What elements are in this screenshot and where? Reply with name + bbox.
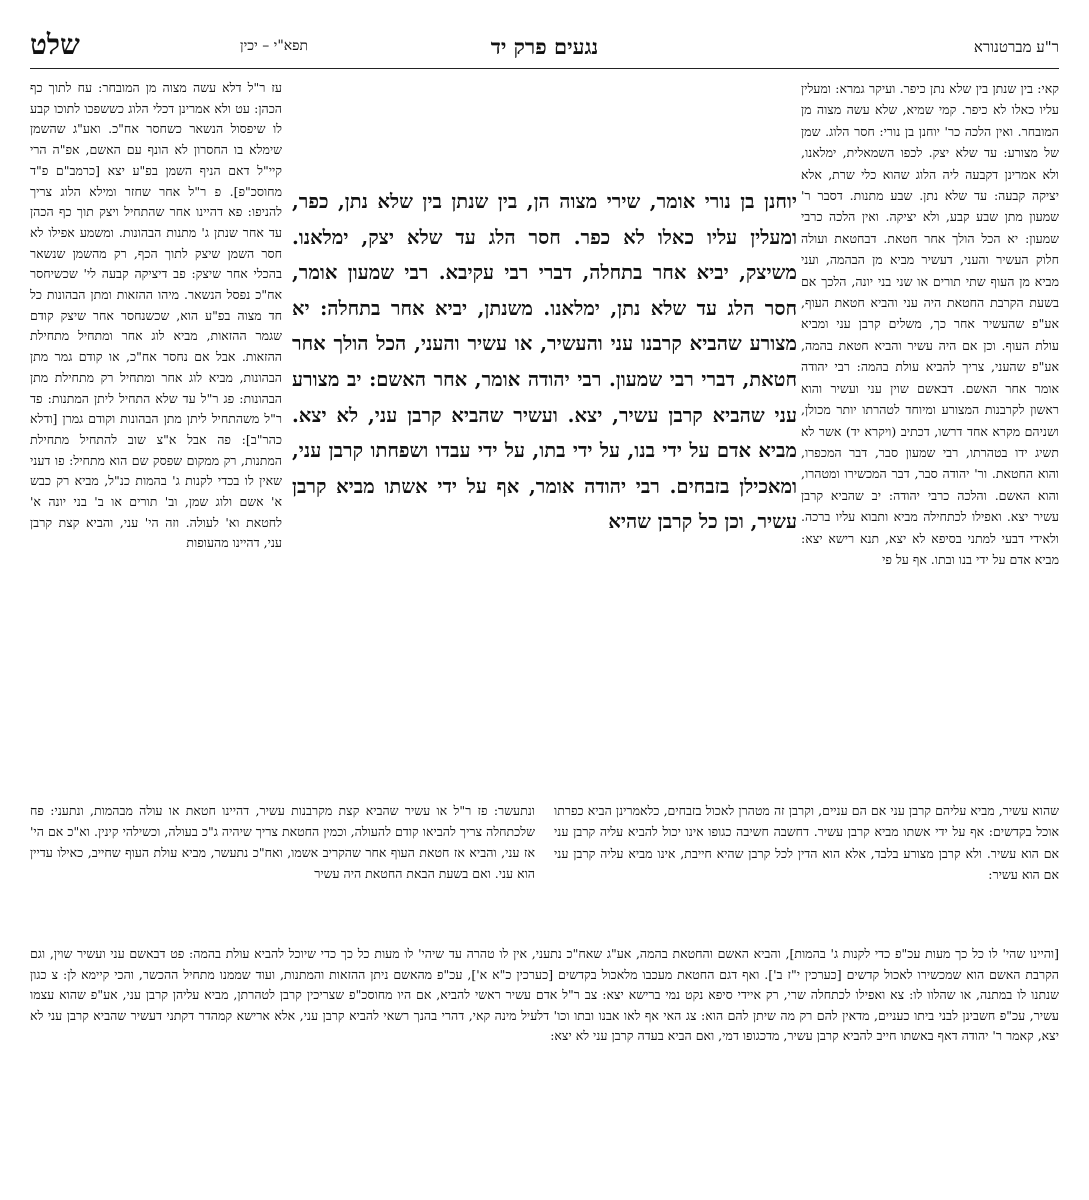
bartenura-column — [801, 78, 1059, 798]
page-header — [30, 28, 1059, 64]
mishnah-text: יוחנן בן נורי אומר, שירי מצוה הן, בין שנתן בין שלא נתן, כפר, ומעלין עליו כאלו לא כפר. חסר הלג עד שלא יצק, ימלאנו. משיצק, יביא אחר בתחלה, דברי רבי עקיבא. רבי שמעון אומר, חסר הלג עד שלא נתן, ימלאנו. משנתן, יביא אחר בתחלה: יא מצורע שהביא קרבנו עני והעשיר, או עשיר והעני, הכל הולך אחר חטאת, דברי רבי שמעון. רבי יהודה אומר, אחר האשם: יב מצורע עני שהביא קרבן עשיר, יצא. ועשיר שהביא קרבן עני, לא יצא. מביא אדם על ידי בנו, על ידי בתו, על ידי עבדו ושפחתו קרבן עני, ומאכילן בזבחים. רבי יהודה אומר, אף על ידי אשתו מביא קרבן עשיר, וכן כל קרבן שהיא — [292, 190, 797, 534]
tiferet-bottom-block — [30, 944, 1059, 1130]
header-divider — [30, 68, 1059, 69]
tiferet-column — [30, 78, 282, 898]
tiferet-text-column: עז ר"ל דלא עשה מצוה מן המובחר: עח לתוך כף הכהן: עט ולא אמרינן דכלי הלוג כששפכו לתוכו קבע לו שיפסול הנשאר כשחסר אח"כ. ואע"ג שהשמן שימלא בו החסרון לא הונף עם האשם, אפ"ה הרי קיי"ל דאם הניף השמן בפ"ע יצא [כרמב"ם פ"ד מחוסכ"פ]. פ ר"ל אחר שחזר ומילא הלוג צריך להניפו: פא דהיינו אחר שהתחיל ויצק תוך כף הכהן עד אחר שנתן ג' מתנות הבהונות. ומשמע אפילו לא חסר השמן שיצק לתוך הכף, רק מהשמן שנשאר בהכלי אחר שיצק: פב דיציקה קבעה לי' שכשיחסר אח"כ נפסל הנשאר. מיהו ההזאות ומתן הבהונות כל חד מצוה בפ"ע הוא, שכשנחסר אחר שיצק קודם שגמר ההזאות, מביא לוג אחר ומתחיל מתחילת ההזאות. אבל אם נחסר אח"כ, או קודם גמר מתן הבהונות, מביא לוג אחר ומתחיל רק מתחילת מתן הבהונות: פג ר"ל עד שלא התחיל ליתן המתנות: פד ר"ל משהתחיל ליתן מתן הבהונות וקודם גמרן [ודלא כהר"ב]: פה אבל א"צ שוב להתחיל מתחילת המתנות, רק ממקום שפסק שם הוא מתחיל: פו דעני שאין לו בכדי לקנות ג' בהמות כנ"ל, מביא רק כבש א' אשם ולוג שמן, וב' תורים או ב' בני יונה א' לחטאת וא' לעולה. וזה הי' עני, והביא קצת קרבן עני, דהיינו מהעופות — [30, 80, 282, 551]
page-number: שלט — [30, 28, 80, 61]
commentary-reference: תפא"י – יכין — [240, 38, 309, 54]
commentary-label: ר"ע מברטנורא — [973, 38, 1059, 56]
mishnah-column — [292, 184, 797, 794]
bartenura-text-top: קאי: בין שנתן בין שלא נתן כיפר. ועיקר גמרא: ומעלין עליו כאלו לא כיפר. קמי שמיא, שלא עשה מצוה מן המובחר. ואין הלכה כר' יוחנן בן נורי: חסר הלוג. שמן של מצורע: עד שלא יצק. לכפו השמאלית, ימלאנו, ולא אמרינן דקבעה ליה הלוג שהוא כלי שרת, אלא יציקה קבעה: עד שלא נתן. שבע מתנות. דסבר ר' שמעון מתן שבע קבע, ולא יציקה. ואין הלכה כרבי שמעון: יא הכל הולך אחר חטאת. דבחטאת ועולה חלוק העשיר והעני, דעשיר מביא מן הבהמה, ועני מביא מן העוף שתי תורים או שני בני יונה, הלכך אם בשעת הקרבת החטאת היה עני והביא חטאת העוף, אע"פ שהעשיר אחר כך, משלים קרבן עני ומביא עולת העוף. וכן אם היה עשיר והביא חטאת בהמה, אע"פ שהעני, צריך להביא עולת בהמה: רבי יהודה אומר אחר האשם. דבאשם שוין עני ועשיר והוא ראשון לקרבנות המצורע ומיוחד לטהרתו יותר מכולן, ושניהם מקרא אחד דרשו, דכתיב (ויקרא יד) אשר לא תשיג ידו בטהרתו, רבי שמעון סבר, דבר המכפרו, והוא החטאת. ור' יהודה סבר, דבר המכשירו ומטהרו, והוא האשם. והלכה כרבי יהודה: יב שהביא קרבן עשיר יצא. ואפילו לכתחילה מביא ותבוא עליו ברכה. ולאידי דבעי למתני בסיפא לא יצא, תנא רישא יצא: מביא אדם על ידי בנו ובתו. אף על פי — [801, 81, 1059, 567]
bartenura-text-bottom: שהוא עשיר, מביא עליהם קרבן עני אם הם עניים, וקרבן זה מטהרן לאכול בזבחים, כלאמרינן הביא כפרתו אוכל בקדשים: אף על ידי אשתו מביא קרבן עשיר. דחשבה חשיבה כגופו אינו יכול להביא עליה קרבן עני אם הוא עשיר. ולא קרבן מצורע בלבד, אלא הוא הדין לכל קרבן שהיא חייבת, אינו מביא עליה קרבן עני אם הוא עשיר: — [554, 803, 1059, 883]
tiferet-wide-block — [30, 800, 535, 940]
chapter-title: נגעים פרק יד — [490, 34, 599, 59]
tiferet-text-bottom: [והיינו שהי' לו כל כך מעות עכ"פ כדי לקנות ג' בהמות], והביא האשם והחטאת בהמה, אע"ג שאח"כ נתעני, אין לו טהרה עד שיהי' לו מעות כל כך כדי שיוכל להביא עולת בהמה: פט דבאשם עני ועשיר שוין, וגם הקרבת האשם הוא שמכשירו לאכול קדשים [כערכין י"ז ב']. ואף דגם החטאת מעכבו מלאכול בקדשים [כערכין כ"א א'], עכ"פ מהאשם ניתן ההזאות והמתנות, ועוד שממנו מתחיל ההכשר, והכי קיימא לן: צ כגון שנתנו לו במתנה, או שהלוו לו: צא ואפילו לכתחלה שרי, רק איידי סיפא נקט נמי ברישא יצא: צב ר"ל אדם עשיר ראשי להביא, אם היו מחוסכ"פ שצריכין קרבן לטהרתן, מביא עליהן קרבן עני, אע"פ שהוא עצמו עשיר, עכ"פ חשבינן לבני ביתו כעניים, מדאין להם רק מה שיתן להם הוא: צג האי אף לאו אבנו ובתו וכו' דלעיל מינה קאי, דהרי בהנך רשאי להביא קרבן עני, אלא ארישא קמהדר דקתני דעשיר שהביא קרבן עני לא יצא, קאמר ר' יהודה דאף באשתו חייב להביא קרבן עשיר, מדכגופו דמי, ואם הביא בעדה קרבן עני לא יצא: — [30, 946, 1059, 1044]
bartenura-bottom-block — [554, 800, 1059, 930]
tiferet-text-wide: ונתעשר: פז ר"ל או עשיר שהביא קצת מקרבנות עשיר, דהיינו חטאת או עולה מבהמות, ונתעני: פח שלכתחלה צריך להביאו קודם להעולה, וכמין החטאת צריך שיהיה ג"כ בעולה, וכשילהי קינין. וא"כ אם הי' אז עני, והביא אז חטאת העוף אחר שהקריב אשמו, ואח"כ נתעשר, מביא עולת העוף שחייב, כאילו עדיין הוא עני. ואם בשעת הבאת החטאת היה עשיר — [30, 803, 535, 881]
